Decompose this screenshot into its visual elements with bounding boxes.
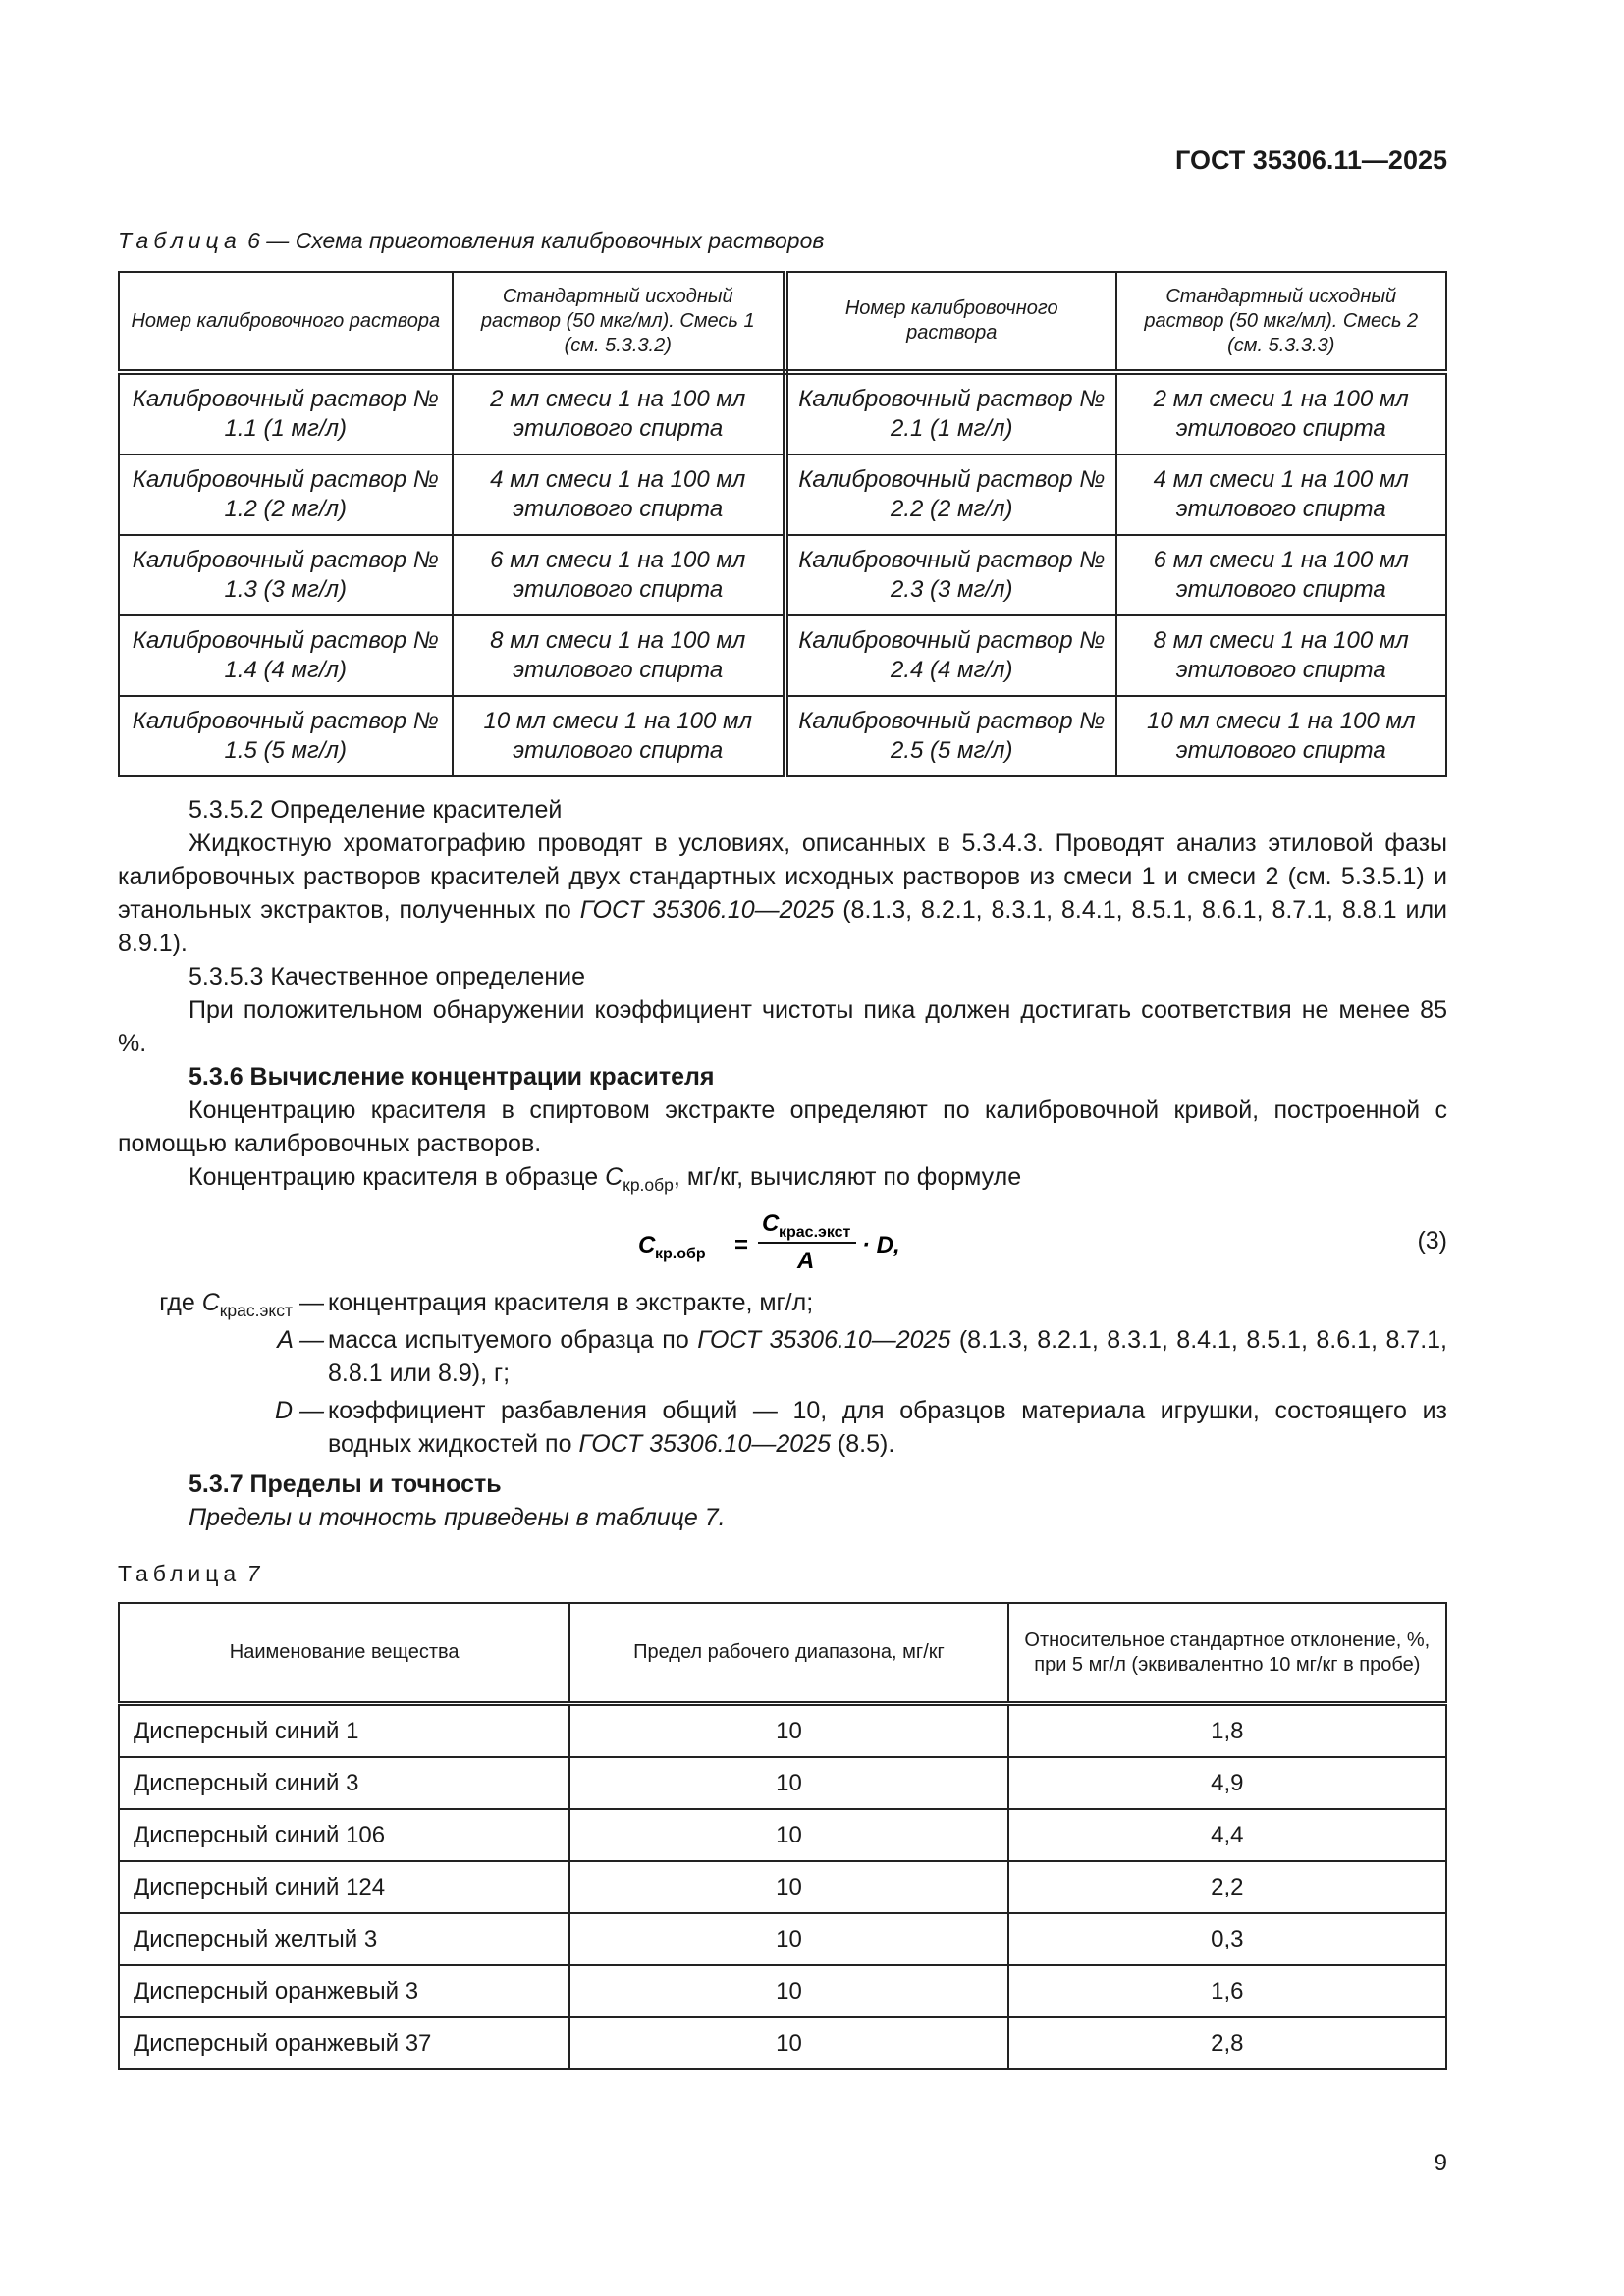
table6-cell: Калибровочный раствор № 1.4 (4 мг/л): [119, 615, 453, 696]
text-span: (8.1.3, 8.2.1, 8.3.1, 8.4.1, 8.5.1, 8.6.1, 8.7.1, 8.8.1 или 8.9.1).: [118, 896, 1447, 957]
legend-label: D —: [275, 1397, 324, 1424]
table6-row: [119, 696, 1446, 776]
formula-lhs-subscript: кр.обр: [655, 1246, 706, 1262]
table7-header-cell: Наименование вещества: [119, 1603, 569, 1704]
table6: [118, 271, 1447, 777]
table6-cell: Калибровочный раствор № 1.2 (2 мг/л): [119, 454, 453, 535]
table6-header-cell: Стандартный исходный раствор (50 мкг/мл). Смесь 2 (см. 5.3.3.3): [1116, 272, 1446, 372]
formula-number: (3): [1417, 1227, 1447, 1255]
table6-row: [119, 535, 1446, 615]
table7-row: [119, 1809, 1446, 1861]
table7-cell: 2,2: [1008, 1861, 1446, 1913]
table6-caption-text: 6 — Схема приготовления калибровочных растворов: [247, 228, 825, 253]
table7-row: [119, 1861, 1446, 1913]
page-number: 9: [1434, 2150, 1447, 2176]
table6-cell: Калибровочный раствор № 2.1 (1 мг/л): [785, 372, 1116, 454]
table6-cell: 8 мл смеси 1 на 100 мл этилового спирта: [1116, 615, 1446, 696]
table6-caption-prefix: Таблица: [118, 228, 242, 253]
table7-caption-number: 7: [246, 1561, 260, 1586]
text-span: Жидкостную хроматографию проводят в условиях, описанных в 5.3.4.3. Проводят анализ этиловой фазы калибровочных растворов красителей двух стандартных исходных растворов из смеси 1 и смеси 2 (см. 5.3.5.1) и этанольных экстрактов, полученных по: [118, 829, 1447, 924]
table6-row: [119, 454, 1446, 535]
formula-rhs: · D,: [862, 1232, 900, 1258]
formula-legend: [118, 1286, 1447, 1465]
legend-text: концентрация красителя в экстракте, мг/л;: [328, 1289, 814, 1316]
formula-lhs: C: [638, 1232, 656, 1258]
table6-header-cell: Номер калибровочного раствора: [785, 272, 1116, 372]
table6-cell: Калибровочный раствор № 1.3 (3 мг/л): [119, 535, 453, 615]
section-536-paragraph: Концентрацию красителя в спиртовом экстракте определяют по калибровочной кривой, построенной с помощью калибровочных растворов.: [118, 1096, 1447, 1157]
table7-cell: 10: [569, 1809, 1007, 1861]
section-536-formula-intro: [118, 1160, 1447, 1201]
text-span: где: [159, 1289, 202, 1316]
legend-item: [118, 1394, 1447, 1461]
table6-cell: Калибровочный раствор № 2.3 (3 мг/л): [785, 535, 1116, 615]
table6-cell: 10 мл смеси 1 на 100 мл этилового спирта: [1116, 696, 1446, 776]
section-5353-title: 5.3.5.3 Качественное определение: [189, 963, 585, 990]
table7-header-cell: Предел рабочего диапазона, мг/кг: [569, 1603, 1007, 1704]
table7-row: [119, 1757, 1446, 1809]
section-537-paragraph: Пределы и точность приведены в таблице 7.: [189, 1504, 726, 1531]
text-span: , мг/кг, вычисляют по формуле: [673, 1163, 1022, 1191]
table7-cell: 10: [569, 1861, 1007, 1913]
section-5353-paragraph: При положительном обнаружении коэффициент чистоты пика должен достигать соответствия не менее 85 %.: [118, 996, 1447, 1057]
table6-cell: Калибровочный раствор № 2.4 (4 мг/л): [785, 615, 1116, 696]
table7-cell: Дисперсный синий 124: [119, 1861, 569, 1913]
table7-cell: Дисперсный желтый 3: [119, 1913, 569, 1965]
legend-text: [328, 1323, 1447, 1390]
table6-row: [119, 615, 1446, 696]
table6-cell: Калибровочный раствор № 2.2 (2 мг/л): [785, 454, 1116, 535]
formula-equals: =: [734, 1232, 749, 1258]
symbol: C: [605, 1163, 623, 1191]
formula-numerator: C: [762, 1210, 780, 1237]
section-536-title: 5.3.6 Вычисление концентрации красителя: [189, 1063, 715, 1091]
text-span: Концентрацию красителя в образце: [189, 1163, 606, 1191]
table7-cell: 0,3: [1008, 1913, 1446, 1965]
table7-caption-prefix: Таблица: [118, 1561, 242, 1586]
text-span: коэффициент разбавления общий — 10, для образцов материала игрушки, состоящего из водных жидкостей по: [328, 1397, 1447, 1458]
table7-row: [119, 2017, 1446, 2069]
table7-cell: 4,4: [1008, 1809, 1446, 1861]
table7-cell: 10: [569, 2017, 1007, 2069]
text-span: (8.1.3, 8.2.1, 8.3.1, 8.4.1, 8.5.1, 8.6.1, 8.7.1, 8.8.1 или 8.9), г;: [328, 1326, 1447, 1387]
table7-cell: Дисперсный синий 1: [119, 1704, 569, 1758]
legend-label: A —: [277, 1326, 324, 1354]
table6-row: [119, 372, 1446, 454]
table6-cell: Калибровочный раствор № 1.5 (5 мг/л): [119, 696, 453, 776]
table6-cell: 4 мл смеси 1 на 100 мл этилового спирта: [1116, 454, 1446, 535]
table6-cell: 2 мл смеси 1 на 100 мл этилового спирта: [1116, 372, 1446, 454]
formula-3: [628, 1207, 1447, 1276]
table6-cell: 8 мл смеси 1 на 100 мл этилового спирта: [453, 615, 785, 696]
formula-graphic: [638, 1207, 900, 1276]
table6-header-row: [119, 272, 1446, 372]
section-5352-title: 5.3.5.2 Определение красителей: [189, 796, 563, 824]
table6-cell: 6 мл смеси 1 на 100 мл этилового спирта: [1116, 535, 1446, 615]
standard-reference: ГОСТ 35306.10—2025: [697, 1326, 951, 1354]
table7-cell: Дисперсный синий 106: [119, 1809, 569, 1861]
table7-cell: Дисперсный оранжевый 3: [119, 1965, 569, 2017]
table7: [118, 1602, 1447, 2070]
table6-cell: Калибровочный раствор № 1.1 (1 мг/л): [119, 372, 453, 454]
legend-item: [118, 1323, 1447, 1390]
table6-cell: 6 мл смеси 1 на 100 мл этилового спирта: [453, 535, 785, 615]
text-span: масса испытуемого образца по: [328, 1326, 698, 1354]
table6-header-cell: Стандартный исходный раствор (50 мкг/мл). Смесь 1 (см. 5.3.3.2): [453, 272, 785, 372]
body-text: [118, 793, 1447, 1201]
symbol-subscript: кр.обр: [623, 1175, 674, 1195]
table7-cell: 1,8: [1008, 1704, 1446, 1758]
table7-cell: 10: [569, 1757, 1007, 1809]
table7-cell: Дисперсный синий 3: [119, 1757, 569, 1809]
legend-text: [328, 1394, 1447, 1461]
symbol-subscript: крас.экст: [219, 1301, 294, 1320]
table7-cell: 10: [569, 1913, 1007, 1965]
table6-cell: Калибровочный раствор № 2.5 (5 мг/л): [785, 696, 1116, 776]
table7-cell: 4,9: [1008, 1757, 1446, 1809]
text-span: —: [293, 1289, 324, 1316]
text-span: (8.5).: [830, 1430, 895, 1458]
table7-row: [119, 1913, 1446, 1965]
table7-row: [119, 1965, 1446, 2017]
standard-reference: ГОСТ 35306.10—2025: [579, 896, 835, 924]
formula-numerator-subscript: крас.экст: [779, 1224, 851, 1241]
formula-denominator: A: [797, 1248, 815, 1274]
table7-cell: 1,6: [1008, 1965, 1446, 2017]
section-537: [118, 1468, 1447, 1534]
table7-header-cell: Относительное стандартное отклонение, %, при 5 мг/л (эквивалентно 10 мг/кг в пробе): [1008, 1603, 1446, 1704]
table7-cell: 10: [569, 1965, 1007, 2017]
symbol: C: [201, 1289, 220, 1316]
section-5352-paragraph: [118, 827, 1447, 960]
legend-label: [118, 1286, 324, 1327]
table7-header-row: [119, 1603, 1446, 1704]
table7-cell: Дисперсный оранжевый 37: [119, 2017, 569, 2069]
table7-caption: [118, 1561, 259, 1587]
table6-cell: 4 мл смеси 1 на 100 мл этилового спирта: [453, 454, 785, 535]
table7-row: [119, 1704, 1446, 1758]
legend-item: [118, 1286, 1447, 1319]
table6-header-cell: Номер калибровочного раствора: [119, 272, 453, 372]
table7-cell: 2,8: [1008, 2017, 1446, 2069]
table6-cell: 10 мл смеси 1 на 100 мл этилового спирта: [453, 696, 785, 776]
table7-cell: 10: [569, 1704, 1007, 1758]
standard-reference: ГОСТ 35306.10—2025: [578, 1430, 831, 1458]
section-537-title: 5.3.7 Пределы и точность: [189, 1470, 502, 1498]
document-number: ГОСТ 35306.11—2025: [1175, 145, 1447, 175]
table6-caption: [118, 228, 824, 254]
table6-cell: 2 мл смеси 1 на 100 мл этилового спирта: [453, 372, 785, 454]
